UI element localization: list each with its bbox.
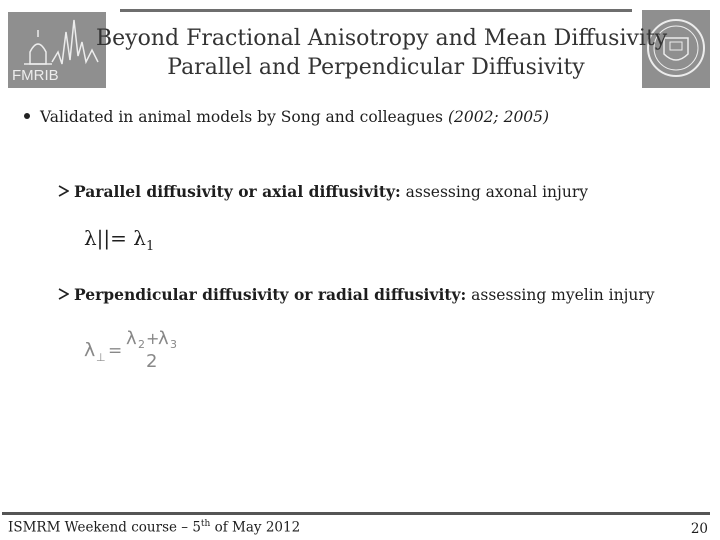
perpendicular-diffusivity-equation: [84, 326, 194, 370]
footer-superscript: th: [200, 519, 211, 529]
arrow-bullet-icon: [58, 183, 69, 201]
eq2-lhs: λ: [84, 339, 96, 361]
bullet-dot-icon: [24, 113, 30, 119]
eq1-rhs-symbol: λ: [133, 226, 146, 250]
arrow-bullet-icon: [58, 286, 69, 304]
parallel-diffusivity-equation: [84, 226, 154, 254]
eq1-lhs: λ||=: [84, 226, 127, 250]
page-number: 20: [690, 521, 708, 537]
bullet-point: [24, 108, 549, 126]
eq2-equals: =: [108, 341, 123, 361]
eq2-num-sub1: 2: [138, 338, 145, 351]
title-line-1: Beyond Fractional Anisotropy and Mean Diffusivity: [96, 26, 668, 51]
fmrib-logo: [8, 12, 106, 88]
eq2-plus: +: [146, 329, 160, 348]
eq2-num2: λ: [158, 328, 169, 349]
footer-suffix: of May 2012: [210, 519, 301, 536]
eq2-num: λ: [126, 328, 137, 349]
sub-item-rest: assessing myelin injury: [466, 286, 655, 304]
header-rule: [120, 9, 632, 12]
eq2-num-sub2: 3: [170, 338, 177, 351]
slide-title: [96, 24, 668, 82]
footer-prefix: ISMRM Weekend course – 5: [8, 519, 201, 536]
bullet-text: Validated in animal models by Song and colleagues: [40, 108, 448, 126]
eq1-rhs-sub: 1: [145, 239, 155, 254]
title-line-2: Parallel and Perpendicular Diffusivity: [167, 55, 585, 80]
sub-item-bold: Parallel diffusivity or axial diffusivity:: [74, 182, 401, 201]
footer-course: [8, 519, 300, 536]
footer-rule: [2, 512, 710, 515]
sub-item-bold: Perpendicular diffusivity or radial diffusivity:: [74, 285, 467, 304]
eq2-lhs-sub: ⊥: [96, 351, 106, 364]
fmrib-logo-text: FMRIB: [12, 67, 59, 84]
eq2-den: 2: [146, 351, 158, 370]
bullet-citation: (2002; 2005): [447, 108, 550, 126]
sub-item-rest: assessing axonal injury: [400, 183, 588, 201]
sub-item-perpendicular: [58, 285, 655, 304]
sub-item-parallel: [58, 182, 588, 201]
